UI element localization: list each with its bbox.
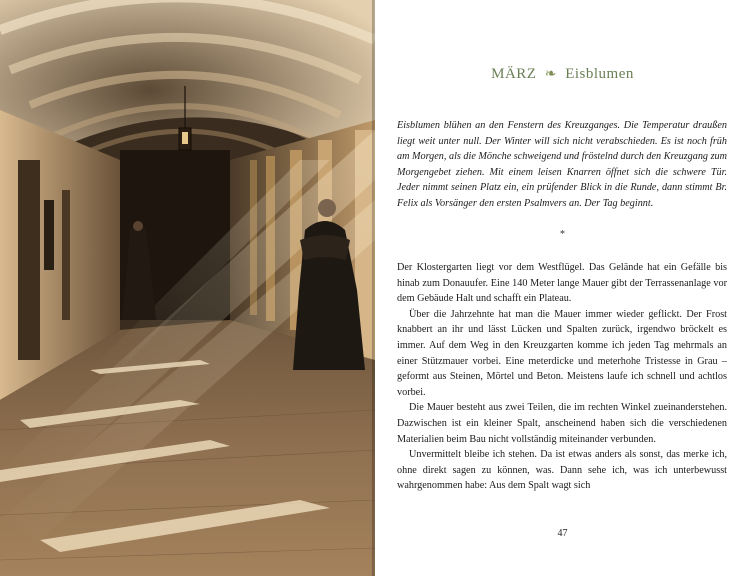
- text-page: [375, 0, 750, 576]
- chapter-month: MÄRZ: [491, 66, 537, 82]
- intro-paragraph: Eisblumen blühen an den Fenstern des Kreuzganges. Die Temperatur draußen liegt weit unter null. Der Winter will sich nicht verabschieden. Es ist noch früh am Morgen, als die Mönche schweigend und fröstelnd durch den Kreuzgang zum Morgengebet ziehen. Mit einem leisen Knarren öffnet sich die schwere Tür. Jeder nimmt seinen Platz ein, ein prüfender Blick in die Runde, dann stimmt Br. Felix als Vorsänger den ersten Psalmvers an. Der Tag beginnt.: [397, 120, 727, 209]
- paragraph: Über die Jahrzehnte hat man die Mauer immer wieder geflickt. Der Frost knabbert an ihr und lässt Lücken und Spalten zurück, irgendwo bröckelt es immer. Auf dem Weg in den Kreuzgarten komme ich jeden Tag mehrmals an einer Stützmauer vorbei. Eine meterdicke und meterhohe Tristesse in Grau – geformt aus Steinen, Mörtel und Beton. Meistens laufe ich schnell und achtlos vorbei.: [397, 308, 727, 398]
- paragraph: Der Klostergarten liegt vor dem Westflügel. Das Gelände hat ein Gefälle bis hinab zum Donauufer. Eine 140 Meter lange Mauer gibt der Terrassenanlage vor dem Gebäude Halt und schafft ein Plateau.: [397, 262, 727, 305]
- chapter-title: Eisblumen: [565, 66, 634, 82]
- page-number: 47: [557, 528, 568, 539]
- leaf-ornament-icon: ❧: [544, 67, 557, 82]
- chapter-heading: [375, 66, 750, 83]
- body-text: [397, 260, 727, 494]
- intro-block: [397, 118, 727, 212]
- section-divider: *: [560, 229, 565, 240]
- paragraph: Die Mauer besteht aus zwei Teilen, die im rechten Winkel zueinanderstehen. Dazwischen ist ein kleiner Spalt, anscheinend haben sich die verschiedenen Materialien beim Bau nicht vollständig miteinander verbunden.: [397, 402, 727, 445]
- paragraph: Unvermittelt bleibe ich stehen. Da ist etwas anders als sonst, das merke ich, ohne direkt sagen zu können, was. Dann sehe ich, was ich unterbewusst wahrgenommen habe: Aus dem Spalt wagt sich: [397, 449, 727, 492]
